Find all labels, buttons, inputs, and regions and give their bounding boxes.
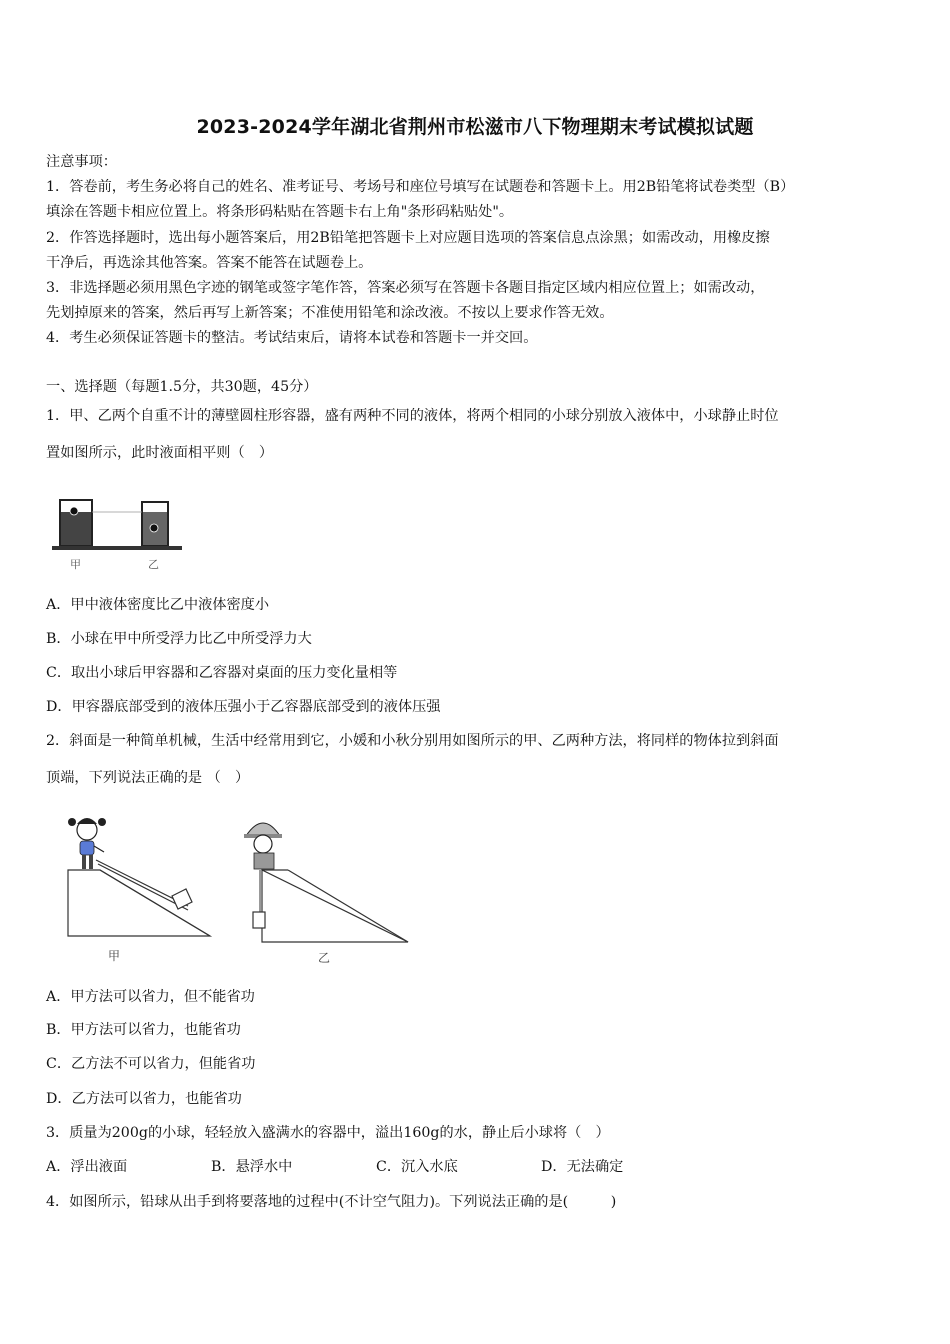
question-2-option-d: D．乙方法可以省力，也能省功 <box>46 1091 242 1107</box>
question-2-text: 2．斜面是一种简单机械，生活中经常用到它，小媛和小秋分别用如图所示的甲、乙两种方法，将同样的物体拉到斜面 <box>46 733 779 749</box>
question-2-figure <box>60 806 420 968</box>
question-4-text: 4．如图所示，铅球从出手到将要落地的过程中(不计空气阻力)。下列说法正确的是( ) <box>46 1194 617 1210</box>
page-title: 2023-2024学年湖北省荆州市松滋市八下物理期末考试模拟试题 <box>196 116 754 138</box>
fig-label-yi: 乙 <box>148 558 159 571</box>
boy-body <box>254 853 274 869</box>
notice-heading: 注意事项： <box>46 154 117 170</box>
question-3-option-d: D．无法确定 <box>541 1159 624 1175</box>
boy-head <box>254 835 272 853</box>
notice-line: 2．作答选择题时，选出每小题答案后，用2B铅笔把答题卡上对应题目选项的答案信息点涂黑；如需改动，用橡皮擦 <box>46 230 770 246</box>
notice-line: 1．答卷前，考生务必将自己的姓名、准考证号、考场号和座位号填写在试题卷和答题卡上。用2B铅笔将试卷类型（B） <box>46 179 795 195</box>
question-3-option-b: B．悬浮水中 <box>211 1159 293 1175</box>
question-1-option-c: C．取出小球后甲容器和乙容器对桌面的压力变化量相等 <box>46 665 398 681</box>
notice-line: 先划掉原来的答案，然后再写上新答案；不准使用铅笔和涂改液。不按以上要求作答无效。 <box>46 305 614 321</box>
notice-line: 填涂在答题卡相应位置上。将条形码粘贴在答题卡右上角"条形码粘贴处"。 <box>46 204 514 220</box>
question-1-option-b: B．小球在甲中所受浮力比乙中所受浮力大 <box>46 631 312 647</box>
question-3-option-c: C．沉入水底 <box>376 1159 458 1175</box>
question-3-text: 3．质量为200g的小球，轻轻放入盛满水的容器中，溢出160g的水，静止后小球将（ ） <box>46 1125 610 1141</box>
question-1-figure <box>50 488 190 576</box>
question-2-text-cont: 顶端，下列说法正确的是 （ ） <box>46 770 250 786</box>
girl-body <box>80 841 94 855</box>
question-1-text-cont: 置如图所示，此时液面相平则（ ） <box>46 445 274 461</box>
ball-jia <box>70 507 78 515</box>
question-1-text: 1．甲、乙两个自重不计的薄壁圆柱形容器，盛有两种不同的液体，将两个相同的小球分别放入液体中，小球静止时位 <box>46 408 779 424</box>
fig-label-yi: 乙 <box>318 951 331 965</box>
table <box>52 546 182 550</box>
question-2-option-c: C．乙方法不可以省力，但能省功 <box>46 1056 256 1072</box>
fig-label-jia: 甲 <box>70 558 81 571</box>
notice-line: 干净后，再选涂其他答案。答案不能答在试题卷上。 <box>46 255 373 271</box>
incline-jia <box>68 818 210 963</box>
fig-label-jia: 甲 <box>108 949 121 963</box>
liquid-jia <box>61 512 91 545</box>
notice-line: 4．考生必须保证答题卡的整洁。考试结束后，请将本试卷和答题卡一并交回。 <box>46 330 538 346</box>
section-heading: 一、选择题（每题1.5分，共30题，45分） <box>46 379 318 395</box>
incline-yi <box>244 823 408 965</box>
question-1-option-a: A．甲中液体密度比乙中液体密度小 <box>46 597 270 613</box>
question-2-option-a: A．甲方法可以省力，但不能省功 <box>46 989 255 1005</box>
question-2-option-b: B．甲方法可以省力，也能省功 <box>46 1022 241 1038</box>
question-3-option-a: A．浮出液面 <box>46 1159 128 1175</box>
question-1-option-d: D．甲容器底部受到的液体压强小于乙容器底部受到的液体压强 <box>46 699 441 715</box>
ball-yi <box>150 524 158 532</box>
notice-line: 3．非选择题必须用黑色字迹的钢笔或签字笔作答，答案必须写在答题卡各题目指定区域内相应位置上；如需改动， <box>46 280 765 296</box>
